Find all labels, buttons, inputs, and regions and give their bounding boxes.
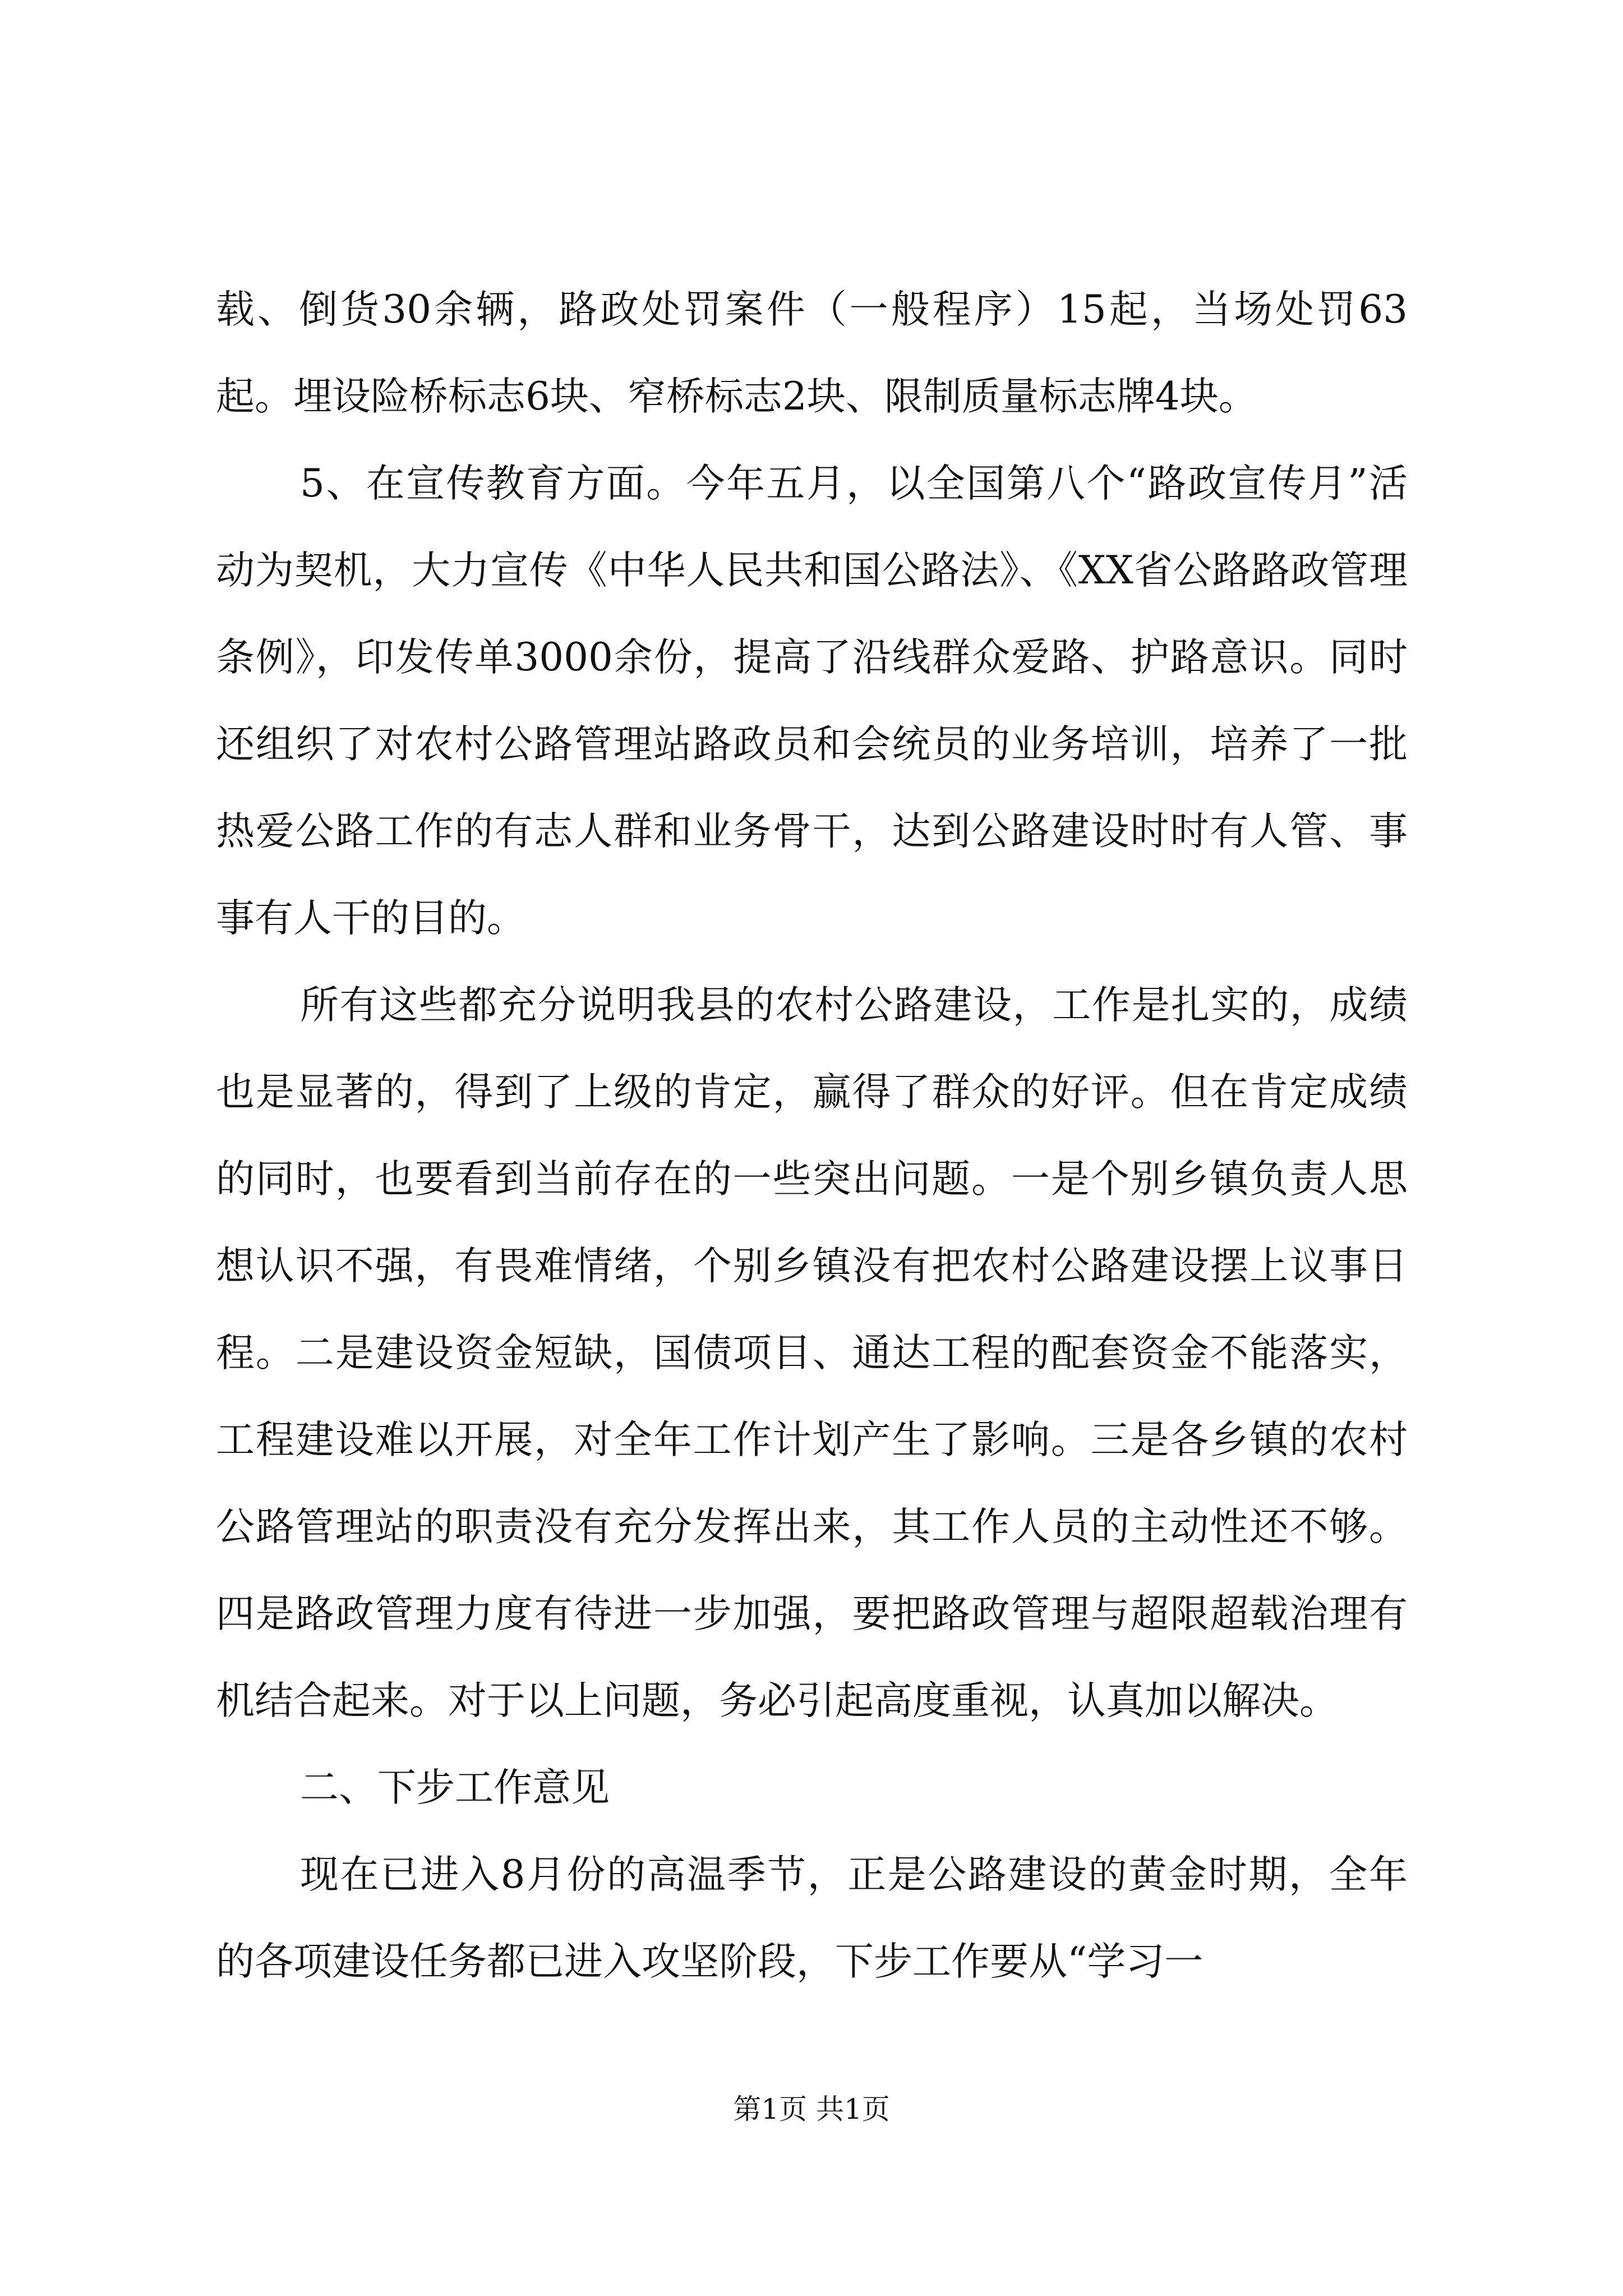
section-heading-next-steps: 二、下步工作意见 — [300, 1765, 610, 1810]
paragraph-publicity-education: 5、在宣传教育方面。今年五月，以全国第八个“路政宣传月”活动为契机，大力宣传《中华人民共和国公路法》、《XX省公路路政管理条例》，印发传单3000余份，提高了沿线群众爱路、护路意识。同时还组织了对农村公路管理站路政员和会统员的业务培训，培养了一批热爱公路工作的有志人群和业务骨干，达到公路建设时时有人管、事事有人干的目的。 — [216, 461, 1408, 941]
paragraph-continuation: 载、倒货30余辆，路政处罚案件（一般程序）15起，当场处罚63起。埋设险桥标志6块、窄桥标志2块、限制质量标志牌4块。 — [216, 287, 1408, 419]
page-number-footer: 第1页 共1页 — [733, 2093, 890, 2125]
document-body — [216, 266, 1408, 2005]
paragraph-next-steps: 现在已进入8月份的高温季节，正是公路建设的黄金时期，全年的各项建设任务都已进入攻坚阶段，下步工作要从“学习一 — [216, 1852, 1408, 1984]
paragraph-achievements-problems: 所有这些都充分说明我县的农村公路建设，工作是扎实的，成绩也是显著的，得到了上级的肯定，赢得了群众的好评。但在肯定成绩的同时，也要看到当前存在的一些突出问题。一是个别乡镇负责人思想认识不强，有畏难情绪，个别乡镇没有把农村公路建设摆上议事日程。二是建设资金短缺，国债项目、通达工程的配套资金不能落实，工程建设难以开展，对全年工作计划产生了影响。三是各乡镇的农村公路管理站的职责没有充分发挥出来，其工作人员的主动性还不够。四是路政管理力度有待进一步加强，要把路政管理与超限超载治理有机结合起来。对于以上问题，务必引起高度重视，认真加以解决。 — [216, 983, 1408, 1723]
